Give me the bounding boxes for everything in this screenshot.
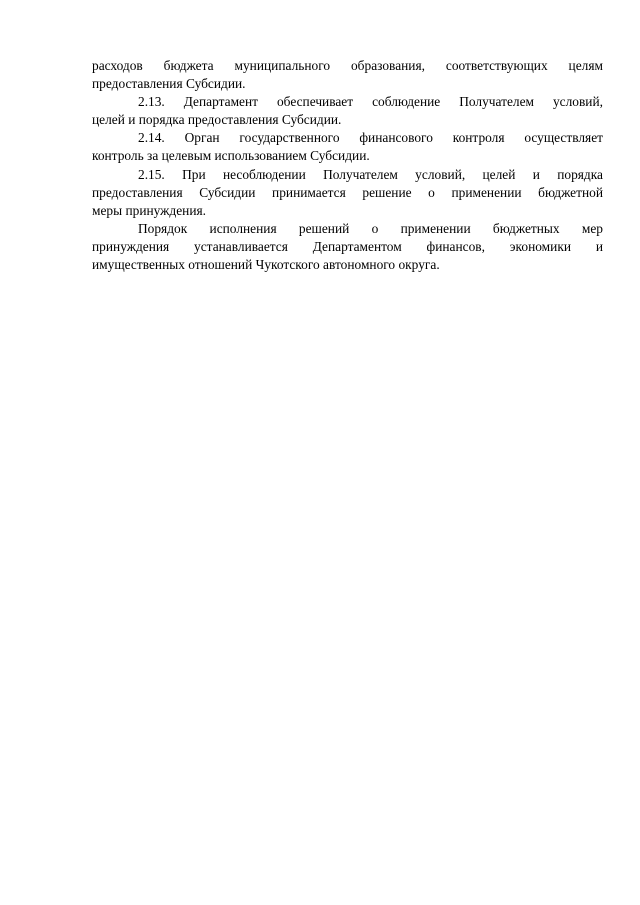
document-body [92, 57, 603, 274]
text-line: 2.15. При несоблюдении Получателем условий, целей и порядка [138, 166, 603, 182]
text-line: расходов бюджета муниципального образования, соответствующих целям [92, 58, 603, 73]
paragraph-2-13 [92, 93, 603, 129]
text-line: принуждения устанавливается Департаментом финансов, экономики и [92, 238, 603, 254]
text-line: целей и порядка предоставления Субсидии. [92, 112, 342, 128]
text-line: 2.13. Департамент обеспечивает соблюдение Получателем условий, [138, 94, 603, 110]
paragraph-2-14 [92, 129, 603, 165]
paragraph-enforcement-procedure [92, 220, 603, 274]
paragraph-2-15 [92, 166, 603, 220]
text-line: имущественных отношений Чукотского автономного округа. [92, 257, 440, 273]
text-line: контроль за целевым использованием Субсидии. [92, 148, 370, 164]
text-line: 2.14. Орган государственного финансового контроля осуществляет [138, 130, 603, 146]
text-line: меры принуждения. [92, 202, 207, 218]
paragraph-budget-expenses [92, 57, 603, 93]
text-line: Порядок исполнения решений о применении бюджетных мер [138, 220, 603, 236]
text-line: предоставления Субсидии. [92, 76, 246, 92]
text-line: предоставления Субсидии принимается решение о применении бюджетной [92, 184, 603, 200]
